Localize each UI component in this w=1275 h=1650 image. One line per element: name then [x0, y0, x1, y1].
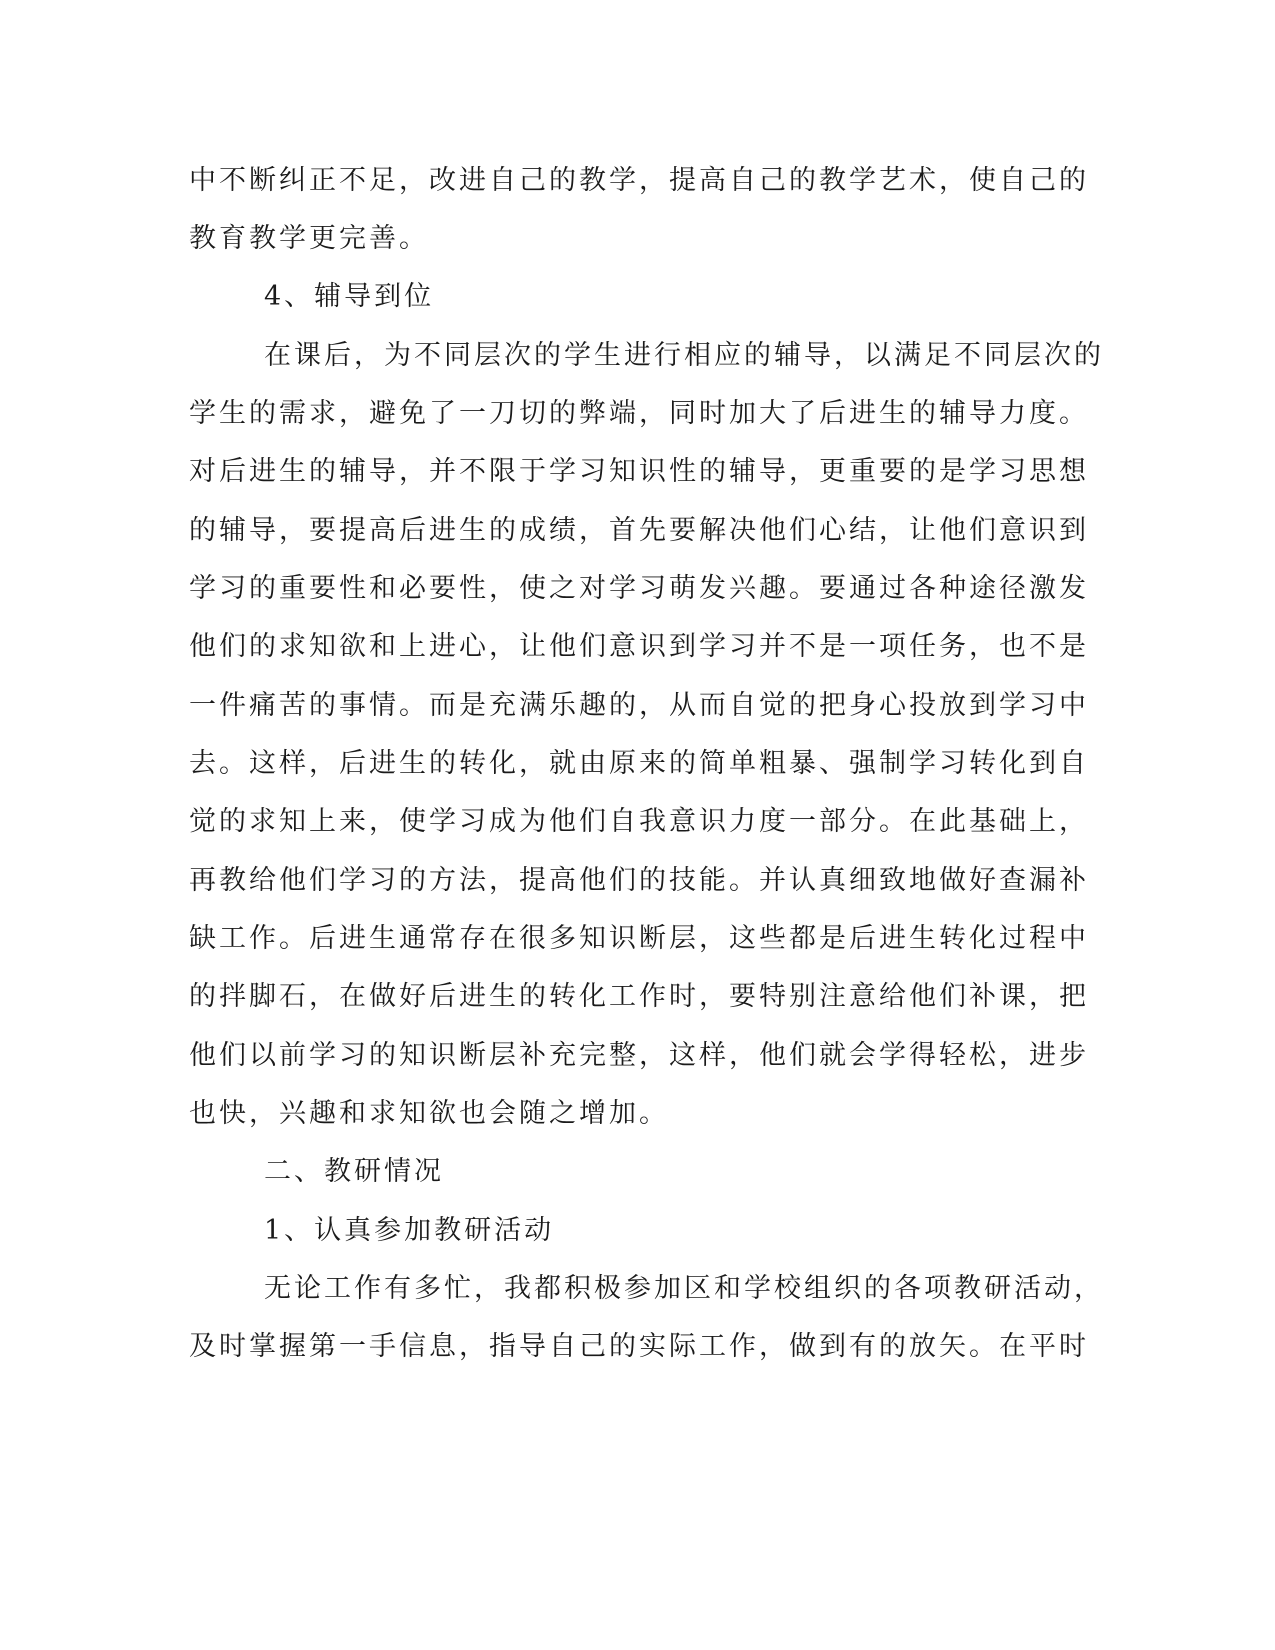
text-line: 去。这样，后进生的转化，就由原来的简单粗暴、强制学习转化到自 — [189, 748, 1089, 779]
text-line: 中不断纠正不足，改进自己的教学，提高自己的教学艺术，使自己的 — [189, 165, 1089, 196]
section-heading: 二、教研情况 — [264, 1156, 444, 1187]
text-line: 一件痛苦的事情。而是充满乐趣的，从而自觉的把身心投放到学习中 — [189, 690, 1089, 721]
text-line: 教育教学更完善。 — [189, 223, 429, 254]
text-line: 对后进生的辅导，并不限于学习知识性的辅导，更重要的是学习思想 — [189, 456, 1089, 487]
text-line: 他们以前学习的知识断层补充完整，这样，他们就会学得轻松，进步 — [189, 1040, 1089, 1071]
text-line: 学生的需求，避免了一刀切的弊端，同时加大了后进生的辅导力度。 — [189, 398, 1089, 429]
subsection-heading: 1、认真参加教研活动 — [264, 1215, 555, 1246]
section-heading: 4、辅导到位 — [264, 281, 435, 312]
text-line: 觉的求知上来，使学习成为他们自我意识力度一部分。在此基础上， — [189, 806, 1089, 837]
text-line: 的辅导，要提高后进生的成绩，首先要解决他们心结，让他们意识到 — [189, 515, 1089, 546]
text-line: 再教给他们学习的方法，提高他们的技能。并认真细致地做好查漏补 — [189, 865, 1089, 896]
text-line: 也快，兴趣和求知欲也会随之增加。 — [189, 1098, 669, 1129]
text-line: 学习的重要性和必要性，使之对学习萌发兴趣。要通过各种途径激发 — [189, 573, 1089, 604]
paragraph-first-line: 在课后，为不同层次的学生进行相应的辅导，以满足不同层次的 — [264, 340, 1104, 371]
text-line: 缺工作。后进生通常存在很多知识断层，这些都是后进生转化过程中 — [189, 923, 1089, 954]
paragraph-first-line: 无论工作有多忙，我都积极参加区和学校组织的各项教研活动， — [264, 1273, 1104, 1304]
text-line: 他们的求知欲和上进心，让他们意识到学习并不是一项任务，也不是 — [189, 631, 1089, 662]
text-line: 的拌脚石，在做好后进生的转化工作时，要特别注意给他们补课，把 — [189, 981, 1089, 1012]
text-line: 及时掌握第一手信息，指导自己的实际工作，做到有的放矢。在平时 — [189, 1331, 1089, 1362]
